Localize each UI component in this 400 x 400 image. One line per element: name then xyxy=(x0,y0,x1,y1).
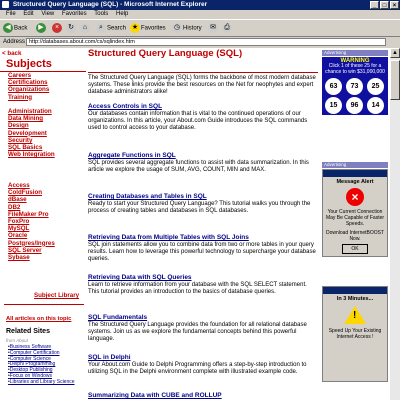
nav-group-topics xyxy=(8,108,55,158)
main-column xyxy=(88,48,320,400)
scroll-thumb[interactable] xyxy=(390,60,400,100)
alert-title: Message Alert xyxy=(336,179,374,185)
nav-group-career xyxy=(8,72,49,101)
favorites-button[interactable]: ★ Favorites xyxy=(131,24,166,32)
article-summary: The Structured Query Language provides the foundation for all relational database systems. Join us as we explore the fundamental concepts behind this powerful language. xyxy=(88,322,307,342)
message-alert-ad[interactable] xyxy=(322,169,388,257)
number-ball[interactable]: 25 xyxy=(367,78,384,95)
ad-body: Speed Up Your Existing Internet Access ! xyxy=(328,328,382,340)
back-link[interactable]: < back xyxy=(2,50,22,57)
number-ball[interactable]: 15 xyxy=(325,97,342,114)
address-label: Address xyxy=(3,39,26,45)
back-arrow-icon: ◀ xyxy=(3,23,13,33)
advertising-label: Advertising xyxy=(322,50,388,56)
nav-link[interactable]: dBase xyxy=(8,196,27,204)
nav-link[interactable]: Administration xyxy=(8,108,52,115)
nav-link[interactable]: SQL Basics xyxy=(8,144,43,152)
article-entry xyxy=(88,193,318,215)
mail-button[interactable] xyxy=(208,23,219,35)
speed-up-ad[interactable] xyxy=(322,286,388,382)
article-summary: SQL join statements allow you to combine data from two or more tables in your query results. Learn how to leverage this powerful technology to supercharge your database queries. xyxy=(88,242,316,262)
page-title: Structured Query Language (SQL) xyxy=(88,48,243,59)
nav-link[interactable]: Careers xyxy=(8,72,32,79)
nav-link[interactable]: Oracle xyxy=(8,232,28,240)
article-summary: Our databases contain information that is vital to the continued operations of our organizations. In this article, your About.com Guide introduces the SQL commands used to control access to your database. xyxy=(88,111,308,131)
print-button[interactable] xyxy=(222,23,233,35)
related-link[interactable]: • Computer Certification xyxy=(8,351,75,357)
warning-icon: ! xyxy=(344,306,366,324)
subjects-title: Subjects xyxy=(6,58,52,70)
article-link[interactable]: Aggregate Functions in SQL xyxy=(88,152,176,159)
menu-bar xyxy=(0,10,400,19)
related-sites-title: Related Sites xyxy=(6,328,50,335)
related-link[interactable]: • Libraries and Library Science xyxy=(8,380,75,386)
stop-icon: × xyxy=(52,23,62,33)
menu-view[interactable]: View xyxy=(41,11,55,17)
article-summary: SQL provides several aggregate functions to assist with data summarization. In this article we explore the usage of SUM, AVG, COUNT, MIN and MAX. xyxy=(88,160,309,173)
nav-link[interactable]: DB2 xyxy=(8,203,21,211)
nav-link[interactable]: SQL Server xyxy=(8,246,42,254)
article-summary: Ready to start your Structured Query Language? This tutorial walks you through the process of creating tables and databases in SQL databases. xyxy=(88,201,311,214)
alert-body: Your Current Connection May Be Capable of Faster Speeds. xyxy=(325,209,385,227)
nav-link[interactable]: Web Integration xyxy=(8,151,55,159)
mail-icon: ✉ xyxy=(208,23,218,33)
forward-arrow-icon: ▶ xyxy=(36,23,46,33)
nav-link[interactable]: Organizations xyxy=(8,86,50,94)
home-button[interactable] xyxy=(80,23,91,35)
address-input[interactable]: http://databases.about.com/cs/sqlindex.htm xyxy=(26,38,386,46)
nav-link[interactable]: Security xyxy=(8,136,33,144)
ok-button[interactable]: OK xyxy=(342,244,368,254)
ie-icon xyxy=(2,1,9,8)
menu-help[interactable]: Help xyxy=(115,11,129,17)
address-bar xyxy=(0,37,400,47)
maximize-button[interactable]: □ xyxy=(380,1,389,9)
vertical-scrollbar[interactable] xyxy=(390,48,400,400)
search-button[interactable]: ⌕ Search xyxy=(96,23,126,35)
home-icon: ⌂ xyxy=(80,23,90,33)
related-link[interactable]: • Business Software xyxy=(8,345,75,351)
scroll-up-arrow-icon[interactable]: ▲ xyxy=(390,48,400,58)
article-link[interactable]: Summarizing Data with CUBE and ROLLUP xyxy=(88,392,222,399)
left-sidebar xyxy=(0,48,86,400)
refresh-button[interactable] xyxy=(66,23,77,35)
article-link[interactable]: Creating Databases and Tables in SQL xyxy=(88,193,207,200)
back-button[interactable]: ◀ Back xyxy=(3,23,27,35)
article-link[interactable]: Retrieving Data with SQL Queries xyxy=(88,274,192,281)
window-titlebar xyxy=(0,0,400,10)
menu-file[interactable]: File xyxy=(6,11,16,17)
history-button[interactable]: ◷ History xyxy=(173,24,202,32)
window-title: Structured Query Language (SQL) - Microsoft Internet Explorer xyxy=(12,1,208,8)
advertising-label: Advertising xyxy=(322,162,388,168)
nav-link[interactable]: Postgres/Ingres xyxy=(8,239,55,247)
nav-link[interactable]: Data Mining xyxy=(8,115,44,123)
warning-text: WARNING xyxy=(340,58,370,64)
article-entry xyxy=(88,314,318,343)
number-ball[interactable]: 96 xyxy=(346,97,363,114)
stop-button[interactable] xyxy=(52,23,63,35)
search-icon: ⌕ xyxy=(96,23,106,33)
menu-favorites[interactable]: Favorites xyxy=(61,11,87,17)
number-ball[interactable]: 14 xyxy=(367,97,384,114)
alert-titlebar xyxy=(323,170,387,177)
alert-cta: Download InternetBOOST Now. xyxy=(325,230,385,242)
history-icon: ◷ xyxy=(173,24,181,31)
minimize-button[interactable]: _ xyxy=(370,1,379,9)
article-link[interactable]: Retrieving Data from Multiple Tables with SQL Joins xyxy=(88,234,249,241)
right-ad-column xyxy=(322,48,390,400)
nav-link[interactable]: Access xyxy=(8,182,30,189)
nav-link[interactable]: Training xyxy=(8,93,33,101)
nav-link[interactable]: Certifications xyxy=(8,79,48,87)
menu-tools[interactable]: Tools xyxy=(94,11,109,17)
article-entry xyxy=(88,274,318,296)
refresh-icon: ↻ xyxy=(66,23,76,33)
article-entry xyxy=(88,152,318,174)
related-link[interactable]: • Desktop Publishing xyxy=(8,368,75,374)
menu-edit[interactable]: Edit xyxy=(23,11,34,17)
from-about-label: from About xyxy=(6,338,28,343)
nav-link[interactable]: FileMaker Pro xyxy=(8,210,49,218)
article-summary: Your About.com Guide to Delphi Programming offers a step-by-step introduction to utilizing SQL in the Delphi environment complete with illustrated example code. xyxy=(88,362,307,375)
ad-title: In 3 Minutes... xyxy=(336,296,374,302)
related-links xyxy=(8,345,75,386)
article-link[interactable]: Access Controls in SQL xyxy=(88,103,163,110)
article-summary: Learn to retrieve information from your database with the SQL SELECT statement. This tutorial provides an introduction to the basics of database queries. xyxy=(88,282,307,295)
close-button[interactable]: × xyxy=(390,1,399,9)
subject-library-link[interactable]: Subject Library xyxy=(34,292,80,299)
article-entry xyxy=(88,103,318,132)
divider xyxy=(4,304,84,305)
related-link[interactable]: • Focus on Windows xyxy=(8,374,75,380)
ad-titlebar xyxy=(323,287,387,294)
related-link[interactable]: • Delphi Programming xyxy=(8,362,75,368)
nav-link[interactable]: Development xyxy=(8,129,47,137)
print-icon: ⎙ xyxy=(222,23,232,33)
warning-subtext: Click 1 of these 25 for a chance to win $31,000,000 xyxy=(325,63,385,75)
title-divider xyxy=(88,72,318,73)
article-link[interactable]: SQL in Delphi xyxy=(88,354,131,361)
nav-group-products xyxy=(8,182,55,261)
article-entry xyxy=(88,392,318,400)
number-ball[interactable]: 63 xyxy=(325,78,342,95)
lottery-banner-ad[interactable] xyxy=(322,57,388,115)
intro-text: The Structured Query Language (SQL) forms the backbone of most modern database systems. These links provide the best resources on the Net for neophytes and expert database administrators alike! xyxy=(88,75,316,95)
toolbar xyxy=(0,19,400,37)
page-content xyxy=(0,48,400,400)
forward-button[interactable] xyxy=(36,23,47,35)
nav-link[interactable]: Sybase xyxy=(8,254,30,262)
nav-link[interactable]: ColdFusion xyxy=(8,189,43,197)
all-articles-link[interactable]: All articles on this topic xyxy=(6,316,72,322)
article-link[interactable]: SQL Fundamentals xyxy=(88,314,148,321)
nav-link[interactable]: Design xyxy=(8,122,29,130)
related-link[interactable]: • Computer Science xyxy=(8,357,75,363)
nav-link[interactable]: MySQL xyxy=(8,225,30,233)
number-ball[interactable]: 73 xyxy=(346,78,363,95)
error-icon: × xyxy=(346,188,364,206)
article-entry xyxy=(88,354,318,376)
nav-link[interactable]: FoxPro xyxy=(8,218,30,226)
favorites-icon: ★ xyxy=(131,24,139,31)
article-entry xyxy=(88,234,318,263)
